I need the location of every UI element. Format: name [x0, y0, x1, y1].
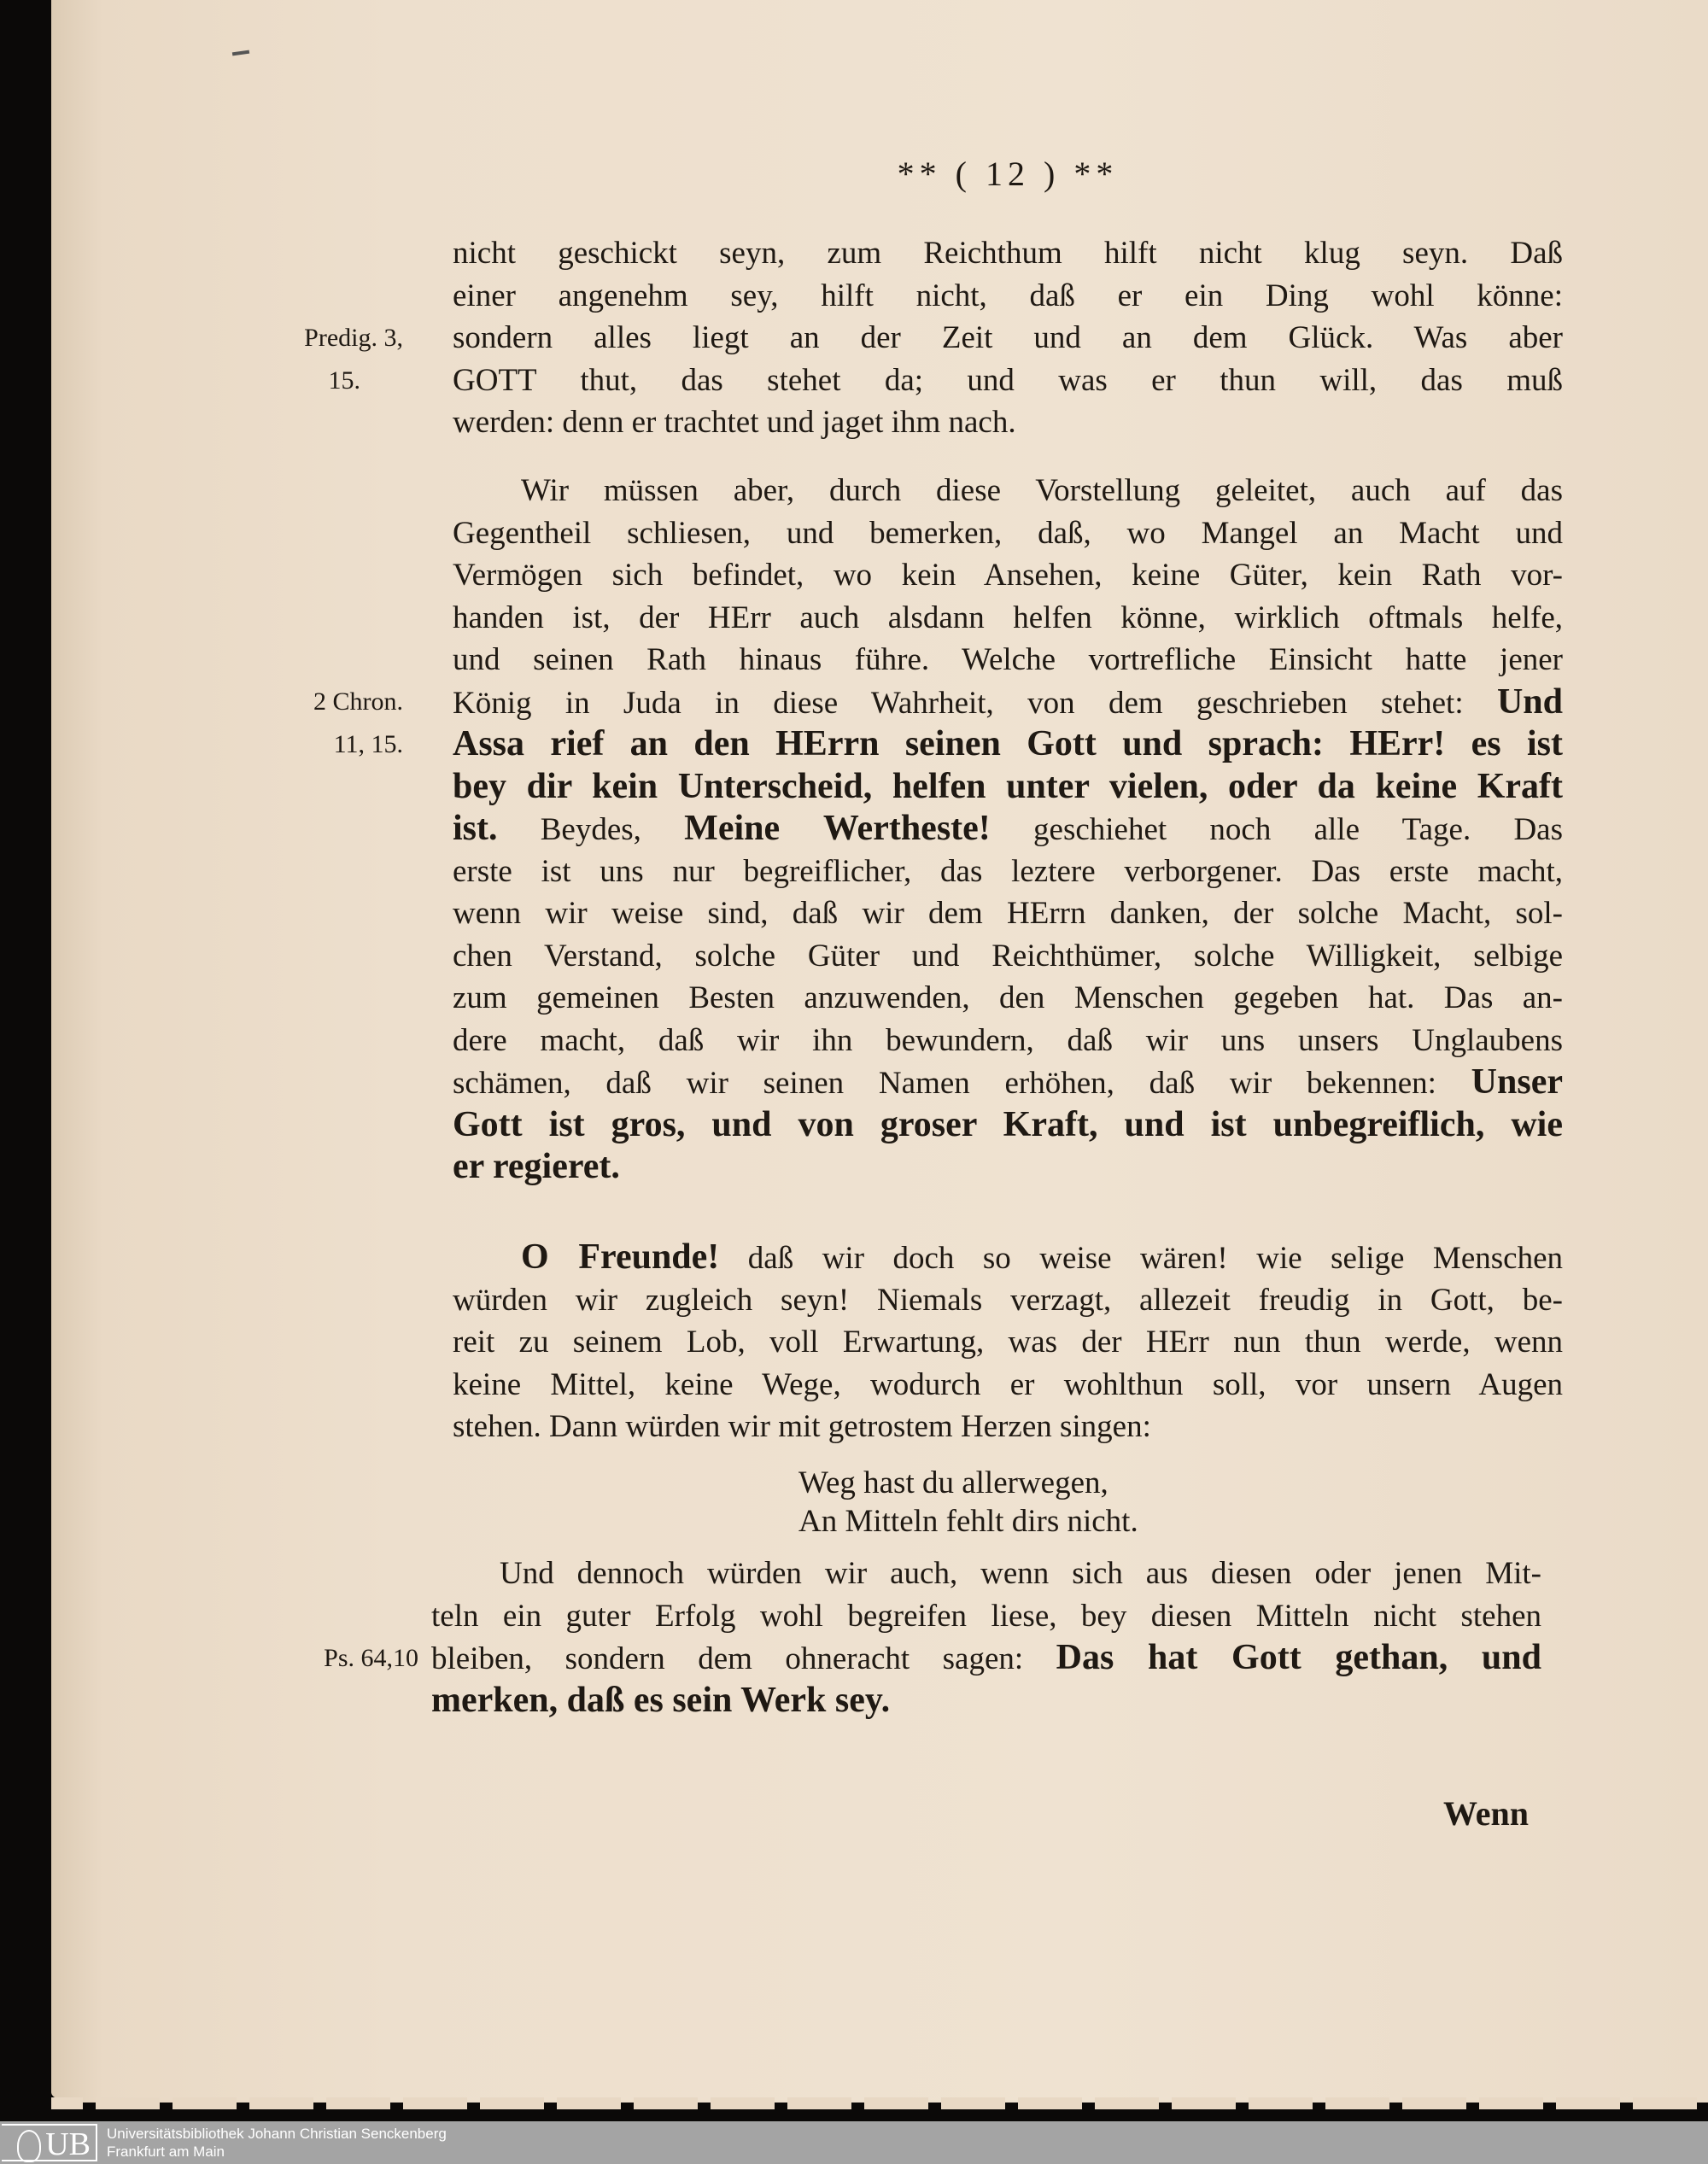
text-line	[453, 851, 1563, 893]
text-line	[453, 808, 1563, 851]
text-line	[453, 1146, 1563, 1189]
paragraph-3	[453, 1237, 1563, 1448]
emphasized-text: ist.	[453, 809, 498, 848]
verse	[798, 1464, 1138, 1541]
text-line	[453, 360, 1563, 402]
text-segment: wenn wir weise sind, daß wir dem HErrn danken, der solche Macht, sol-	[453, 896, 1563, 931]
margin-note-line: 15.	[328, 366, 360, 395]
text-line	[453, 892, 1563, 935]
text-segment: einer angenehm sey, hilft nicht, daß er ein Ding wohl könne:	[453, 278, 1563, 313]
catchword: Wenn	[1443, 1794, 1530, 1833]
text-line	[453, 766, 1563, 809]
margin-note-chronicles	[256, 681, 403, 765]
text-line	[453, 1020, 1563, 1062]
text-line	[431, 1680, 1541, 1722]
text-segment: Wir müssen aber, durch diese Vorstellung geleitet, auch auf das	[521, 473, 1563, 508]
text-segment: zum gemeinen Besten anzuwenden, den Menschen gegeben hat. Das an-	[453, 980, 1563, 1015]
text-segment: Vermögen sich befindet, wo kein Ansehen, keine Güter, kein Rath vor-	[453, 558, 1563, 593]
portrait-icon	[17, 2130, 41, 2162]
library-location: Frankfurt am Main	[107, 2144, 225, 2160]
paragraph-1	[453, 232, 1563, 444]
text-line	[453, 275, 1563, 318]
text-line	[431, 1637, 1541, 1680]
text-line	[453, 1321, 1563, 1364]
emphasized-text: Gott ist gros, und von groser Kraft, und ist unbegreiflich, wie	[453, 1104, 1563, 1144]
text-line	[431, 1595, 1541, 1638]
emphasized-text: merken, daß es sein Werk sey.	[431, 1680, 891, 1720]
text-segment: erste ist uns nur begreiflicher, das leztere verborgener. Das erste macht,	[453, 853, 1563, 889]
text-segment: GOTT thut, das stehet da; und was er thun will, das muß	[453, 362, 1563, 398]
text-line	[453, 977, 1563, 1020]
emphasized-text: bey dir kein Unterscheid, helfen unter vielen, oder da keine Kraft	[453, 766, 1563, 806]
text-line	[453, 723, 1563, 766]
text-line	[453, 1104, 1563, 1147]
text-segment: keine Mittel, keine Wege, wodurch er wohlthun soll, vor unsern Augen	[453, 1366, 1563, 1402]
text-segment: daß wir doch so weise wären! wie selige Menschen	[719, 1241, 1563, 1276]
text-segment: und seinen Rath hinaus führe. Welche vortrefliche Einsicht hatte jener	[453, 642, 1563, 677]
emphasized-text: Assa rief an den HErrn seinen Gott und sprach: HErr! es ist	[453, 724, 1563, 763]
emphasized-text: Und	[1496, 681, 1563, 722]
emphasized-text: Das hat Gott gethan, und	[1056, 1638, 1541, 1677]
text-segment: werden: denn er trachtet und jaget ihm nach.	[453, 405, 1016, 440]
text-segment: König in Juda in diese Wahrheit, von dem geschrieben stehet:	[453, 685, 1497, 721]
page-number-header: ** ( 12 ) **	[897, 155, 1119, 193]
text-line	[453, 1279, 1563, 1322]
text-line	[453, 1237, 1563, 1279]
text-line	[453, 554, 1563, 597]
text-line	[453, 470, 1563, 512]
margin-note-line: Ps. 64,10	[324, 1644, 418, 1672]
text-segment: reit zu seinem Lob, voll Erwartung, was der HErr nun thun werde, wenn	[453, 1325, 1563, 1360]
library-name-line: Universitätsbibliothek Johann Christian Senckenberg	[107, 2126, 447, 2142]
library-logo	[2, 2124, 97, 2161]
emphasized-text: er regieret.	[453, 1147, 620, 1186]
margin-note-line: Predig. 3,	[304, 324, 403, 352]
text-segment: schämen, daß wir seinen Namen erhöhen, daß wir bekennen:	[453, 1066, 1471, 1101]
text-segment: würden wir zugleich seyn! Niemals verzagt, allezeit freudig in Gott, be-	[453, 1282, 1563, 1318]
margin-note-psalm	[248, 1637, 418, 1680]
text-segment: stehen. Dann würden wir mit getrostem Herzen singen:	[453, 1409, 1151, 1444]
text-segment: nicht geschickt seyn, zum Reichthum hilft nicht klug seyn. Daß	[453, 236, 1563, 271]
text-line	[431, 1553, 1541, 1595]
library-name	[107, 2125, 447, 2161]
emphasized-text: Unser	[1471, 1062, 1563, 1102]
text-line	[453, 512, 1563, 555]
text-segment: geschiehet noch alle Tage. Das	[990, 812, 1563, 847]
text-segment: bleiben, sondern dem ohneracht sagen:	[431, 1641, 1056, 1676]
text-line	[453, 1406, 1563, 1448]
text-segment: dere macht, daß wir ihn bewundern, daß wir uns unsers Unglaubens	[453, 1022, 1563, 1058]
verse-line: An Mitteln fehlt dirs nicht.	[798, 1504, 1138, 1539]
text-line	[453, 317, 1563, 360]
text-segment: handen ist, der HErr auch alsdann helfen könne, wirklich oftmals helfe,	[453, 599, 1563, 635]
text-line	[453, 1364, 1563, 1407]
paragraph-4	[431, 1553, 1541, 1722]
text-line	[453, 401, 1563, 444]
text-segment: Und dennoch würden wir auch, wenn sich aus diesen oder jenen Mit-	[500, 1556, 1541, 1591]
margin-note-predig	[256, 317, 403, 401]
logo-text: UB	[45, 2126, 91, 2162]
paragraph-2	[453, 470, 1563, 1189]
emphasized-text: O Freunde!	[521, 1237, 720, 1277]
text-line	[453, 935, 1563, 978]
text-line	[453, 232, 1563, 275]
text-line	[453, 1062, 1563, 1104]
text-line	[453, 681, 1563, 724]
text-segment: chen Verstand, solche Güter und Reichthümer, solche Willigkeit, selbige	[453, 938, 1563, 974]
text-segment: Beydes,	[497, 812, 685, 847]
verse-line: Weg hast du allerwegen,	[798, 1465, 1108, 1500]
text-segment: teln ein guter Erfolg wohl begreifen liese, bey diesen Mitteln nicht stehen	[431, 1598, 1541, 1634]
library-footer	[0, 2121, 1708, 2164]
margin-note-line: 2 Chron.	[313, 687, 403, 716]
margin-note-line: 11, 15.	[333, 729, 403, 758]
text-line	[453, 597, 1563, 640]
emphasized-text: Meine Wertheste!	[684, 809, 991, 848]
text-segment: sondern alles liegt an der Zeit und an dem Glück. Was aber	[453, 320, 1563, 355]
text-line	[453, 639, 1563, 681]
text-segment: Gegentheil schliesen, und bemerken, daß, wo Mangel an Macht und	[453, 515, 1563, 551]
